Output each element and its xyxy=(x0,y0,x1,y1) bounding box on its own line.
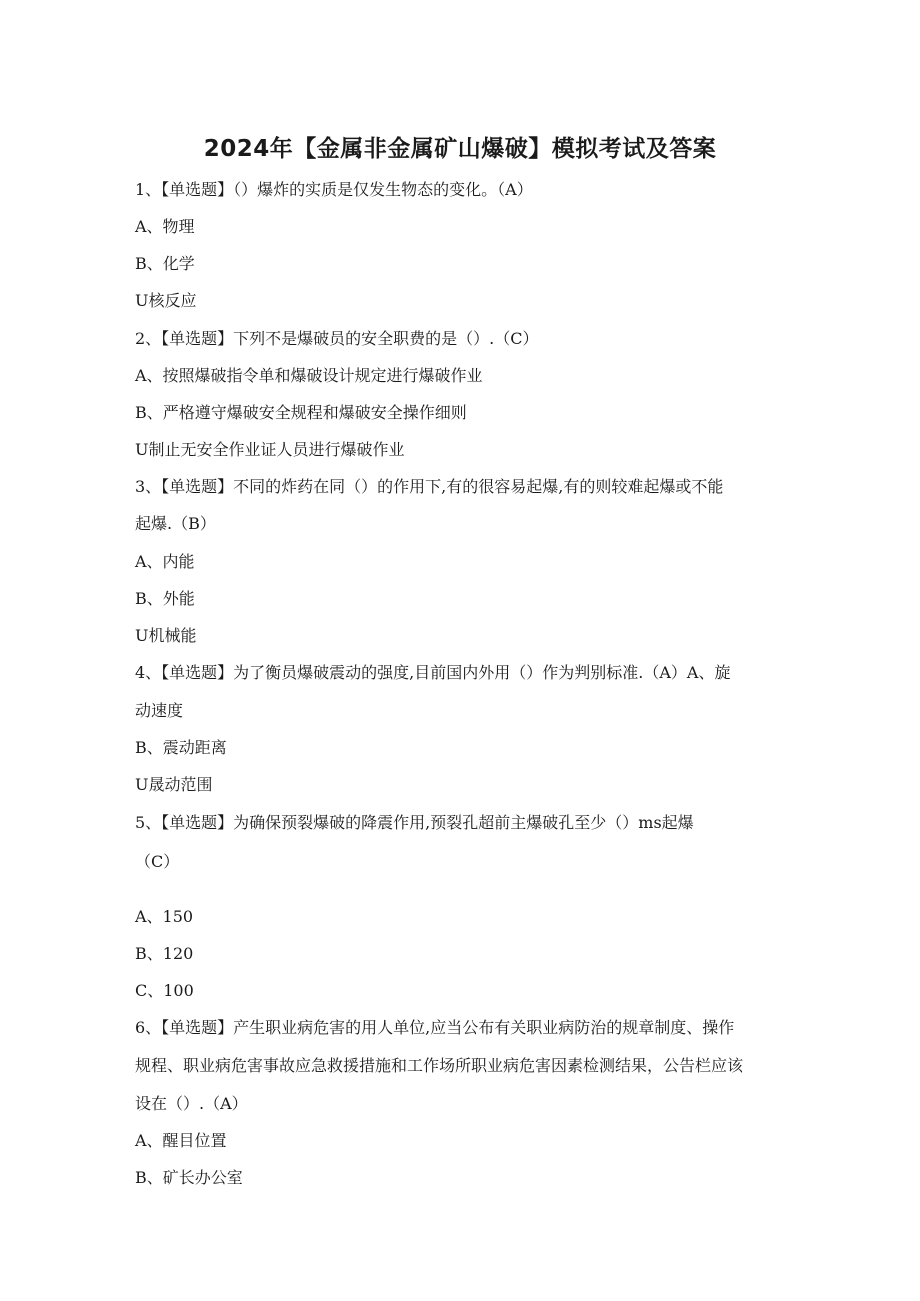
question-5-stem: 5、【单选题】为确保预裂爆破的降震作用,预裂孔超前主爆破孔至少（）ms起爆 xyxy=(135,813,694,832)
question-3-option-c: U机械能 xyxy=(135,626,197,645)
question-1-option-b: B、化学 xyxy=(135,254,195,273)
question-6-option-b: B、矿长办公室 xyxy=(135,1168,243,1187)
question-5-option-b: B、120 xyxy=(135,944,194,963)
question-5-option-c: C、100 xyxy=(135,981,194,1000)
question-1-option-c: U核反应 xyxy=(135,291,197,310)
question-2-option-c: U制止无安全作业证人员进行爆破作业 xyxy=(135,440,405,459)
question-3-stem-cont: 起爆.（B） xyxy=(135,514,216,533)
question-4-stem-cont: 动速度 xyxy=(135,701,184,720)
question-5-option-a: A、150 xyxy=(135,907,194,926)
question-4-option-b: B、震动距离 xyxy=(135,738,227,757)
question-1-stem: 1、【单选题】（）爆炸的实质是仅发生物态的变化。（A） xyxy=(135,180,533,199)
question-6-option-a: A、醒目位置 xyxy=(135,1131,227,1150)
question-5-stem-cont: （C） xyxy=(135,852,180,871)
question-3-option-b: B、外能 xyxy=(135,589,195,608)
question-1-option-a: A、物理 xyxy=(135,217,195,236)
question-6-stem: 6、【单选题】产生职业病危害的用人单位,应当公布有关职业病防治的规章制度、操作 xyxy=(135,1018,735,1037)
question-2-option-a: A、按照爆破指令单和爆破设计规定进行爆破作业 xyxy=(135,366,483,385)
page-title: 2024年【金属非金属矿山爆破】模拟考试及答案 xyxy=(203,136,717,162)
question-2-stem: 2、【单选题】下列不是爆破员的安全职费的是（）.（C） xyxy=(135,329,539,348)
question-6-stem-cont-1: 规程、职业病危害事故应急救援措施和工作场所职业病危害因素检测结果，公告栏应该 xyxy=(135,1056,744,1075)
question-3-stem: 3、【单选题】不同的炸药在同（）的作用下,有的很容易起爆,有的则较难起爆或不能 xyxy=(135,477,724,496)
question-2-option-b: B、严格遵守爆破安全规程和爆破安全操作细则 xyxy=(135,403,467,422)
question-6-stem-cont-2: 设在（）.（A） xyxy=(135,1094,248,1113)
question-3-option-a: A、内能 xyxy=(135,552,195,571)
question-4-option-c: U晟动范围 xyxy=(135,775,213,794)
question-4-stem: 4、【单选题】为了衡员爆破震动的强度,目前国内外用（）作为判别标准.（A）A、旋 xyxy=(135,663,731,682)
